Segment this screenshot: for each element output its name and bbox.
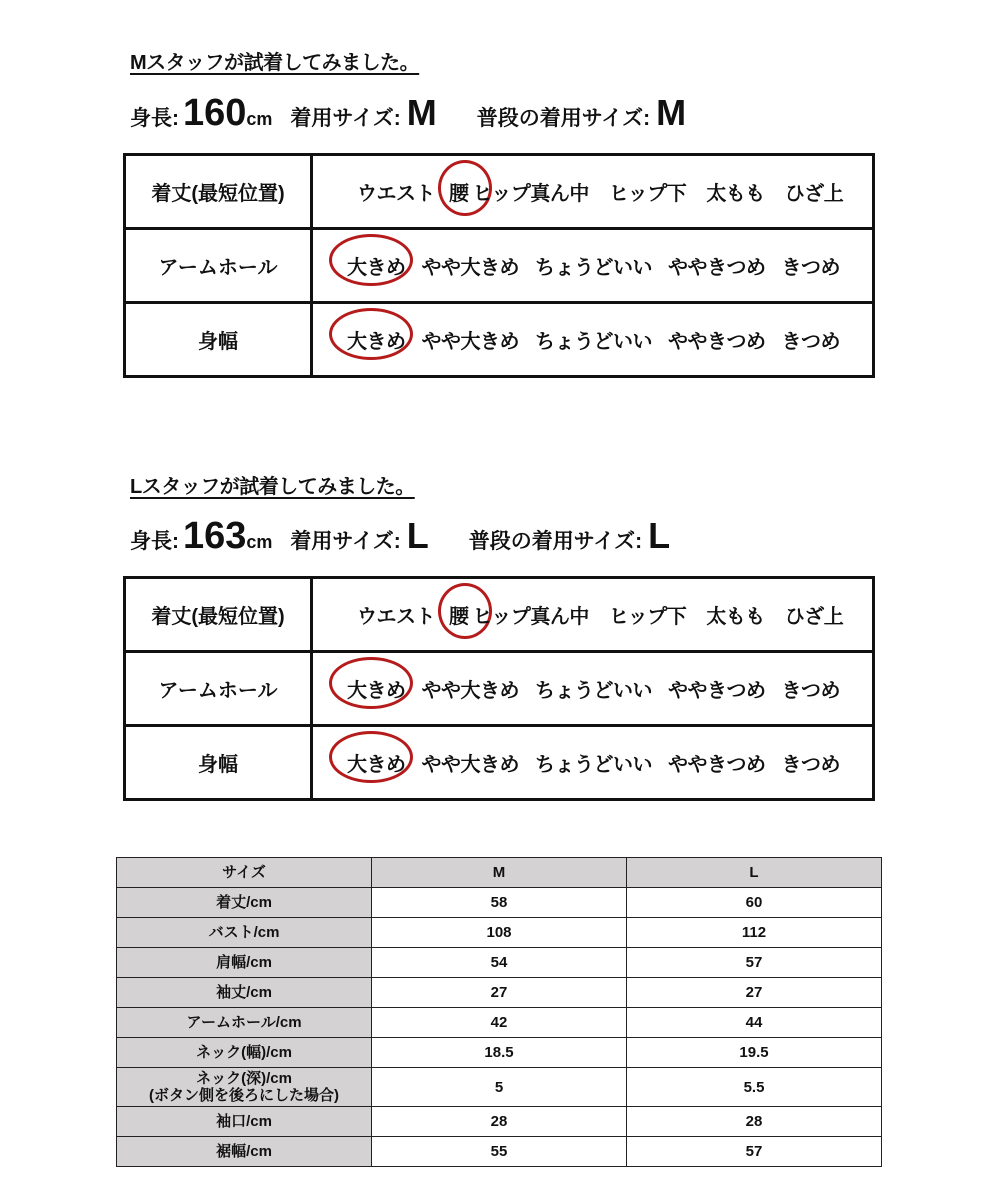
fit-option: ちょうどいい [535,257,652,279]
usual-size-value: M [656,92,687,133]
fit-option: ちょうどいい [535,754,652,776]
fit-option: きつめ [781,680,840,702]
worn-size-label: 着用サイズ: [290,530,401,553]
fit-option-selected: 大きめ [347,748,406,777]
cell-l: 44 [627,1008,882,1038]
fit-row-length [125,578,874,652]
height-label: 身長: [130,530,179,553]
fit-option: ヒップ下 [608,183,687,205]
m-staff-info [130,92,726,135]
fit-row-body-width [125,726,874,800]
cell-l: 60 [627,888,882,918]
height-value: 160 [183,92,247,134]
fit-option: ヒップ真ん中 [472,606,589,628]
cell-m: 55 [372,1137,627,1167]
usual-size-label: 普段の着用サイズ: [476,107,651,130]
fit-row-label: アームホール [125,652,312,726]
row-label-main: ネック(深)/cm [196,1070,292,1087]
cell-m: 5 [372,1068,627,1107]
fit-row-label: 着丈(最短位置) [125,578,312,652]
size-chart-table [116,857,882,1167]
fit-option: ちょうどいい [535,680,652,702]
row-label: 裾幅/cm [117,1137,372,1167]
height-value: 163 [183,515,247,557]
fit-option: やや大きめ [421,680,519,702]
height-unit: cm [246,532,273,552]
worn-size-label: 着用サイズ: [290,107,401,130]
fit-option: 太もも [706,183,765,205]
cell-l: 57 [627,1137,882,1167]
header-l: L [627,858,882,888]
cell-m: 54 [372,948,627,978]
table-row [117,1038,882,1068]
table-row [117,888,882,918]
fit-option: ちょうどいい [535,331,652,353]
m-staff-title: Mスタッフが試着してみました。 [130,52,420,74]
fit-option-selected: 大きめ [347,674,406,703]
fit-option: ひざ上 [784,183,844,205]
fit-row-body-width [125,303,874,377]
fit-row-armhole [125,652,874,726]
fit-option: ウエスト [357,183,435,205]
fit-option-selected: 大きめ [347,325,406,354]
row-label: 袖口/cm [117,1107,372,1137]
height-label: 身長: [130,107,179,130]
fit-option: ややきつめ [668,331,766,353]
table-row [117,1107,882,1137]
fit-option-selected: 大きめ [347,251,406,280]
fit-option-selected: 腰 [449,600,469,629]
cell-m: 18.5 [372,1038,627,1068]
cell-l: 57 [627,948,882,978]
l-staff-title: Lスタッフが試着してみました。 [130,476,415,498]
row-label: アームホール/cm [117,1008,372,1038]
row-label [117,1068,372,1107]
row-label: ネック(幅)/cm [117,1038,372,1068]
fit-option: やや大きめ [421,331,519,353]
cell-m: 28 [372,1107,627,1137]
cell-l: 19.5 [627,1038,882,1068]
fit-option: 太もも [706,606,765,628]
fit-option: ヒップ真ん中 [472,183,589,205]
fit-option: やや大きめ [421,754,519,776]
row-label: 袖丈/cm [117,978,372,1008]
usual-size-label: 普段の着用サイズ: [468,530,643,553]
fit-row-label: 着丈(最短位置) [125,155,312,229]
fit-option: ウエスト [357,606,435,628]
cell-l: 28 [627,1107,882,1137]
table-row [117,948,882,978]
fit-option: きつめ [781,331,840,353]
fit-row-length [125,155,874,229]
l-staff-info [130,515,710,558]
header-size: サイズ [117,858,372,888]
fit-option: ひざ上 [784,606,844,628]
usual-size-value: L [648,515,671,556]
row-label-sub: (ボタン側を後ろにした場合) [149,1087,339,1104]
cell-m: 42 [372,1008,627,1038]
fit-row-label: 身幅 [125,303,312,377]
table-row [117,1008,882,1038]
fit-option: ややきつめ [668,257,766,279]
row-label: バスト/cm [117,918,372,948]
table-row [117,1137,882,1167]
row-label: 肩幅/cm [117,948,372,978]
m-fit-table [123,153,875,378]
fit-row-label: 身幅 [125,726,312,800]
table-row [117,1068,882,1107]
cell-m: 27 [372,978,627,1008]
fit-option: ややきつめ [668,680,766,702]
cell-l: 27 [627,978,882,1008]
fit-option: きつめ [781,257,840,279]
table-row [117,978,882,1008]
row-label: 着丈/cm [117,888,372,918]
l-fit-table [123,576,875,801]
fit-row-armhole [125,229,874,303]
height-unit: cm [246,109,273,129]
fit-option: ヒップ下 [608,606,687,628]
cell-m: 58 [372,888,627,918]
cell-m: 108 [372,918,627,948]
fit-option: やや大きめ [421,257,519,279]
fit-option: きつめ [781,754,840,776]
fit-option: ややきつめ [668,754,766,776]
fit-option-selected: 腰 [449,177,469,206]
cell-l: 112 [627,918,882,948]
fit-row-label: アームホール [125,229,312,303]
cell-l: 5.5 [627,1068,882,1107]
table-row [117,918,882,948]
header-m: M [372,858,627,888]
size-table-header [117,858,882,888]
worn-size-value: L [406,515,429,556]
worn-size-value: M [406,92,437,133]
